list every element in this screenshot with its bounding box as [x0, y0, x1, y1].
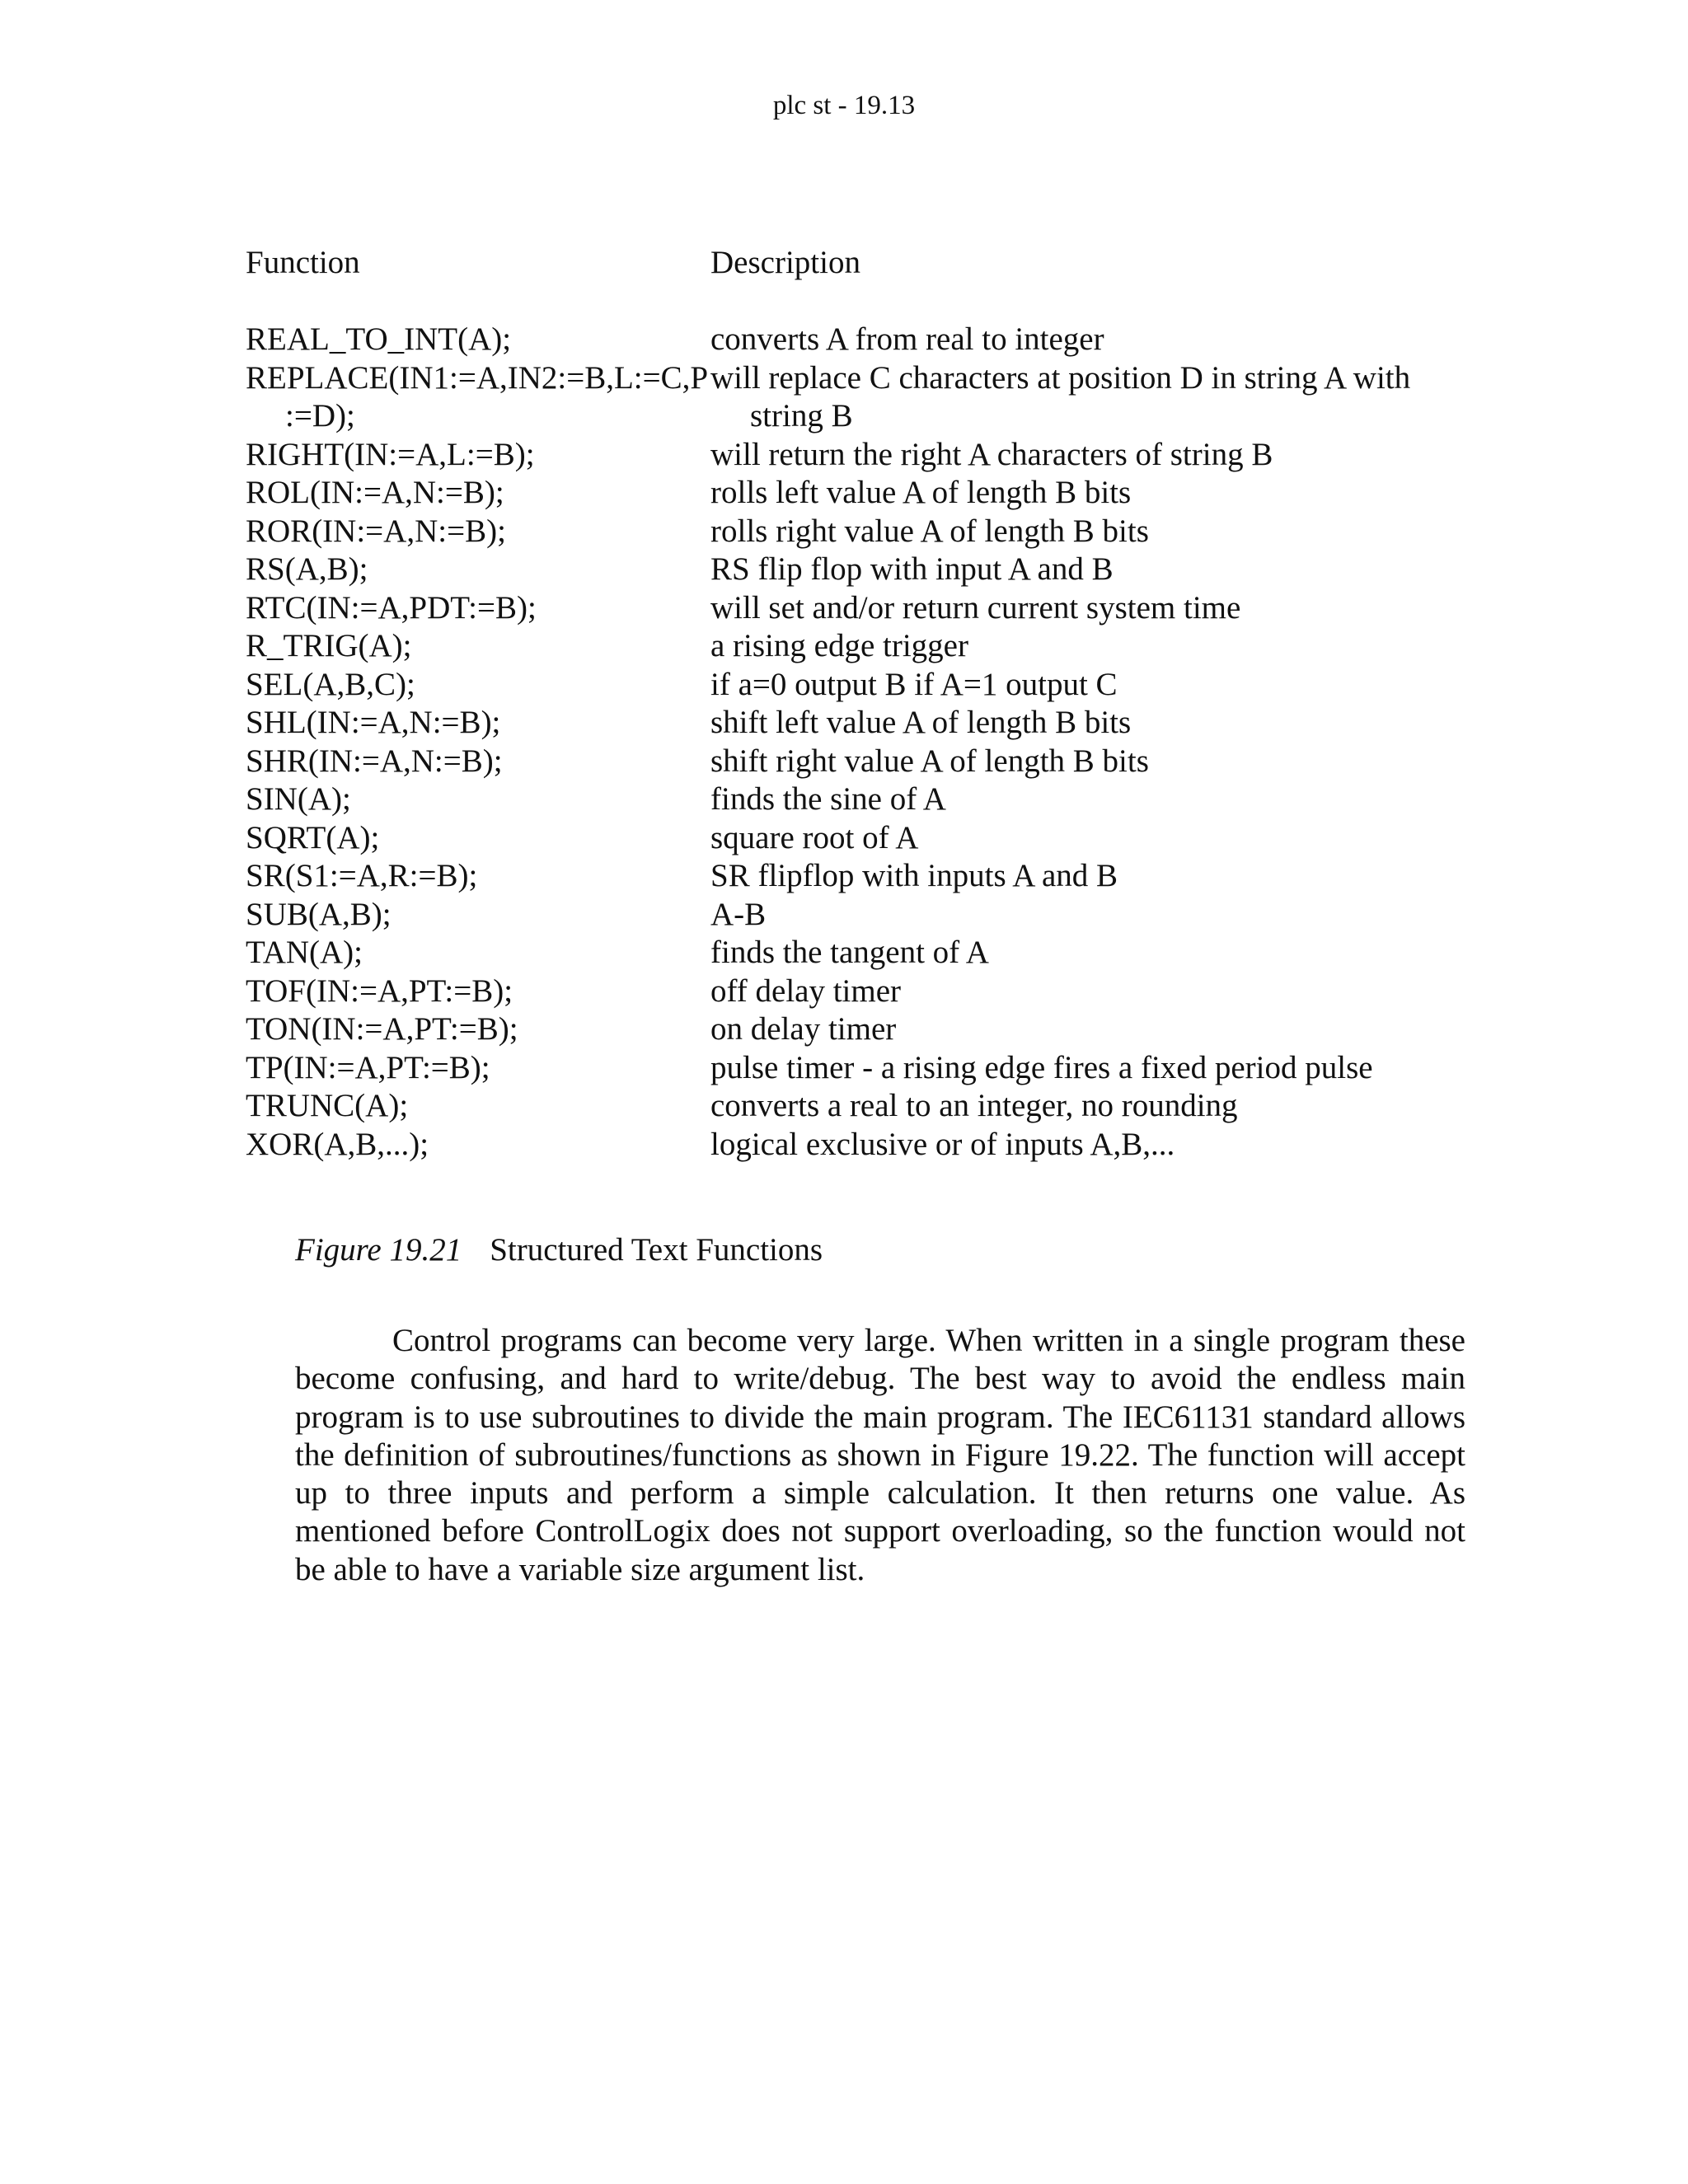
description-cell: will set and/or return current system time: [710, 589, 1241, 626]
table-row: [246, 589, 1457, 628]
function-cell: REPLACE(IN1:=A,IN2:=B,L:=C,P:=D);: [246, 359, 709, 434]
description-cell: A-B: [710, 896, 767, 932]
description-cell: rolls left value A of length B bits: [710, 475, 1132, 510]
description-cell: converts a real to an integer, no rounding: [710, 1088, 1238, 1123]
table-row: [246, 704, 1457, 743]
function-cell: TRUNC(A);: [246, 1088, 409, 1123]
description-cell: RS flip flop with input A and B: [710, 551, 1114, 587]
table-row: [246, 666, 1457, 705]
function-cell: RTC(IN:=A,PDT:=B);: [246, 589, 537, 626]
functions-table: [246, 244, 1457, 1164]
table-row: [246, 896, 1457, 935]
figure-label: Figure 19.21: [295, 1232, 462, 1268]
figure-caption: [295, 1231, 823, 1269]
function-cell: XOR(A,B,...);: [246, 1126, 429, 1162]
figure-title: Structured Text Functions: [490, 1232, 823, 1268]
description-cell: shift left value A of length B bits: [710, 705, 1132, 740]
function-cell: TAN(A);: [246, 935, 363, 970]
description-cell: square root of A: [710, 819, 919, 855]
table-row: [246, 1049, 1457, 1088]
table-row: [246, 972, 1457, 1011]
description-cell: will return the right A characters of string B: [710, 436, 1273, 472]
description-cell: converts A from real to integer: [710, 321, 1104, 357]
function-cell: ROL(IN:=A,N:=B);: [246, 475, 504, 510]
table-body: [246, 321, 1457, 1164]
function-cell: SIN(A);: [246, 781, 351, 817]
table-row: [246, 934, 1457, 972]
body-paragraph: Control programs can become very large. When written in a single program these become confusing, and hard to write/debug. The best way to avoid the endless main program is to use subroutines to divide the main program. The IEC61131 standard allows the definition of subroutines/functions as shown in Figure 19.22. The function will accept up to three inputs and perform a simple calculation. It then returns one value. As mentioned before ControlLogix does not support overloading, so the function would not be able to have a variable size argument list.: [295, 1323, 1465, 1587]
description-cell: pulse timer - a rising edge fires a fixed period pulse: [710, 1049, 1373, 1085]
description-cell: will replace C characters at position D in string A with string B: [710, 359, 1411, 434]
description-cell: SR flipflop with inputs A and B: [710, 858, 1118, 893]
description-cell: logical exclusive or of inputs A,B,...: [710, 1126, 1175, 1162]
description-cell: rolls right value A of length B bits: [710, 513, 1149, 549]
description-cell: shift right value A of length B bits: [710, 743, 1149, 779]
function-cell: SHR(IN:=A,N:=B);: [246, 743, 503, 779]
table-row: [246, 857, 1457, 896]
table-row: [246, 627, 1457, 666]
function-cell: SUB(A,B);: [246, 896, 392, 932]
function-cell: TOF(IN:=A,PT:=B);: [246, 972, 513, 1009]
description-cell: on delay timer: [710, 1011, 897, 1047]
function-cell: RS(A,B);: [246, 551, 368, 587]
description-cell: if a=0 output B if A=1 output C: [710, 666, 1118, 702]
function-cell: SQRT(A);: [246, 819, 380, 855]
table-row: [246, 474, 1457, 513]
function-cell: R_TRIG(A);: [246, 628, 412, 663]
function-cell: TP(IN:=A,PT:=B);: [246, 1049, 490, 1085]
function-cell: RIGHT(IN:=A,L:=B);: [246, 436, 535, 472]
page-header: plc st - 19.13: [772, 91, 916, 120]
table-row: [246, 1010, 1457, 1049]
function-cell: SHL(IN:=A,N:=B);: [246, 705, 501, 740]
table-row: [246, 1126, 1457, 1165]
table-row: [246, 551, 1457, 589]
table-row: [246, 513, 1457, 551]
function-cell: SR(S1:=A,R:=B);: [246, 858, 478, 893]
table-header-row: [246, 244, 1457, 283]
description-cell: finds the sine of A: [710, 781, 946, 817]
table-row: [246, 321, 1457, 359]
function-cell: ROR(IN:=A,N:=B);: [246, 513, 506, 549]
function-cell: SEL(A,B,C);: [246, 666, 415, 702]
table-row: [246, 819, 1457, 858]
table-row: [246, 780, 1457, 819]
description-cell: a rising edge trigger: [710, 628, 968, 663]
column-header-function: Function: [246, 245, 360, 280]
table-row: [246, 436, 1457, 475]
table-row: [246, 1087, 1457, 1126]
function-cell: TON(IN:=A,PT:=B);: [246, 1011, 518, 1047]
table-row: [246, 743, 1457, 781]
description-cell: off delay timer: [710, 972, 902, 1009]
table-row: [246, 359, 1457, 436]
function-cell: REAL_TO_INT(A);: [246, 321, 512, 357]
column-header-description: Description: [710, 245, 860, 280]
description-cell: finds the tangent of A: [710, 935, 989, 970]
